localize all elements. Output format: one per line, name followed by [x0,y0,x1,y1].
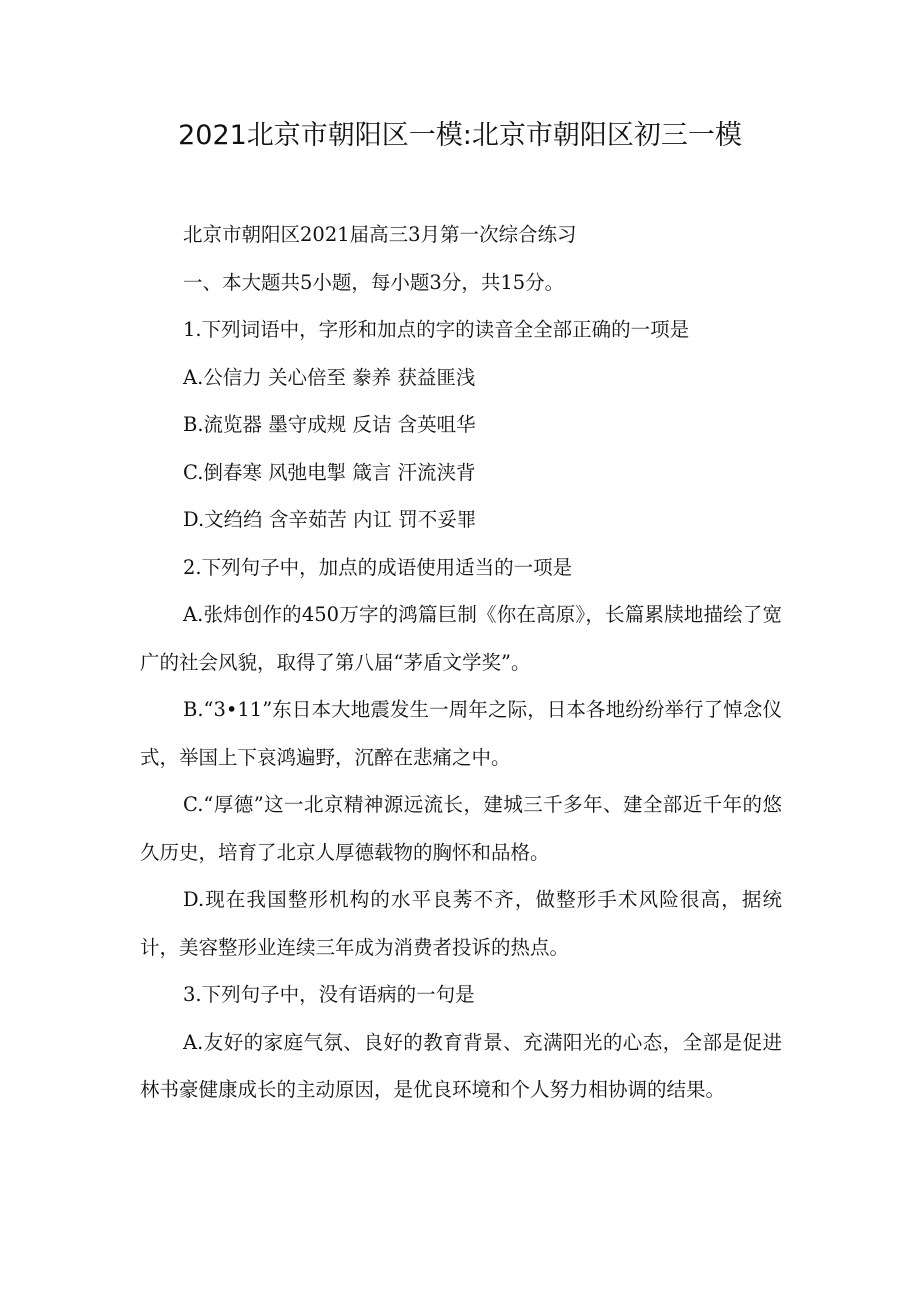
question-2-option-b: B.“3•11”东日本大地震发生一周年之际，日本各地纷纷举行了悼念仪式，举国上下哀鸿遍野，沉醉在悲痛之中。 [140,698,782,769]
section-instruction: 一、本大题共5小题，每小题3分，共15分。 [183,270,565,294]
question-2-option-d: D.现在我国整形机构的水平良莠不齐，做整形手术风险很高，据统计，美容整形业连续三年成为消费者投诉的热点。 [140,888,782,959]
question-1-option-a: A.公信力 关心倍至 豢养 获益匪浅 [183,365,476,389]
question-1-stem: 1.下列词语中，字形和加点的字的读音全全部正确的一项是 [183,318,690,341]
question-3-option-a: A.友好的家庭气氛、良好的教育背景、充满阳光的心态，全部是促进林书豪健康成长的主动原因，是优良环境和个人努力相协调的结果。 [140,1030,782,1101]
question-3-stem: 3.下列句子中，没有语病的一句是 [183,983,475,1006]
document-body [140,211,782,1114]
question-1-option-c: C.倒春寒 风弛电掣 箴言 汗流浃背 [183,460,476,484]
question-1-option-b: B.流览器 墨守成规 反诘 含英咀华 [183,413,476,436]
question-2-stem: 2.下列句子中，加点的成语使用适当的一项是 [183,555,573,579]
document-title: 2021北京市朝阳区一模:北京市朝阳区初三一模 [178,120,742,151]
question-2-option-a: A.张炜创作的450万字的鸿篇巨制《你在高原》，长篇累牍地描绘了宽广的社会风貌，取得了第八届“茅盾文学奖”。 [140,603,782,674]
question-1-option-d: D.文绉绉 含辛茹苦 内讧 罚不妥罪 [183,508,477,531]
question-2-option-c: C.“厚德”这一北京精神源远流长，建城三千多年、建全部近千年的悠久历史，培育了北京人厚德载物的胸怀和品格。 [140,793,782,864]
exam-heading: 北京市朝阳区2021届高三3月第一次综合练习 [183,223,577,246]
